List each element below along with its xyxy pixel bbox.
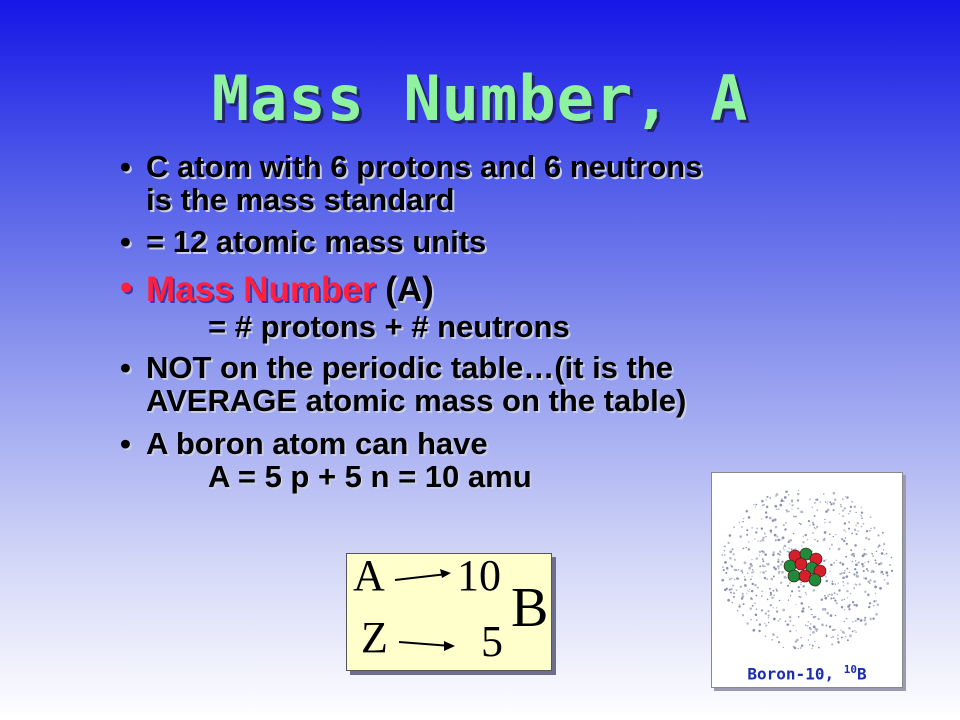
bullet-text-line1: C atom with 6 protons and 6 neutrons	[146, 149, 703, 184]
isotope-notation-panel	[346, 553, 552, 671]
mass-number-label: A	[353, 551, 385, 600]
bullet-text-line1: NOT on the periodic table…(it is the	[146, 350, 674, 385]
atomic-number-label: Z	[361, 613, 388, 662]
bullet-dot: •	[120, 224, 131, 259]
nucleus	[784, 548, 826, 586]
bullet-text-line1: A boron atom can have	[146, 426, 488, 461]
bullet-list	[120, 150, 840, 493]
boron-atom-illustration	[712, 473, 902, 663]
bullet-dot: •	[120, 350, 131, 385]
atomic-number-value: 5	[481, 617, 503, 666]
bullet-dot: •	[120, 149, 131, 184]
bullet-mass-number	[120, 268, 840, 344]
bullet-carbon-standard	[120, 150, 840, 216]
notation-arrows	[347, 554, 551, 670]
bullet-amu	[120, 225, 840, 258]
slide-title: Mass Number, A	[211, 62, 749, 135]
bullet-text-line2: is the mass standard	[146, 182, 455, 217]
bullet-dot: •	[120, 426, 131, 461]
bullet-text-line2: = # protons + # neutrons	[208, 309, 570, 344]
bullet-text-line1: = 12 atomic mass units	[146, 224, 487, 259]
caption-symbol: B	[856, 664, 867, 684]
caption-superscript: 10	[843, 663, 857, 676]
bullet-text-line2: AVERAGE atomic mass on the table)	[146, 383, 687, 418]
mass-number-value: 10	[457, 551, 501, 600]
bullet-dot: •	[120, 268, 133, 307]
arrow-right-icon	[399, 641, 455, 651]
arrow-right-icon	[395, 569, 451, 580]
mass-number-symbol: (A)	[375, 270, 434, 309]
bullet-periodic-table	[120, 351, 840, 417]
bullet-text-line2: A = 5 p + 5 n = 10 amu	[208, 459, 532, 494]
caption-prefix: Boron-10,	[747, 664, 844, 684]
element-symbol: B	[511, 577, 549, 639]
bullet-text-line1	[146, 271, 840, 310]
mass-number-term: Mass Number	[146, 270, 376, 309]
boron-caption	[712, 663, 902, 683]
boron-atom-image-frame	[711, 472, 903, 688]
